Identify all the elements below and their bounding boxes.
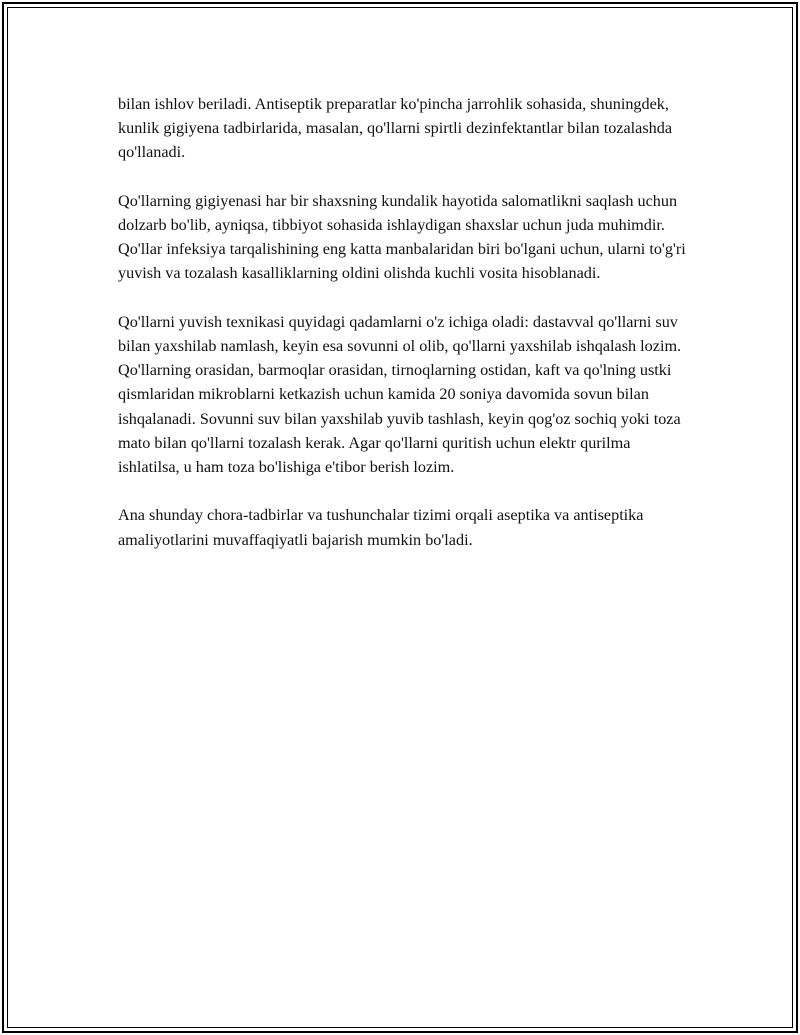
paragraph-4: Ana shunday chora-tadbirlar va tushunchalar tizimi orqali aseptika va antiseptika amaliyotlarini muvaffaqiyatli bajarish mumkin bo'ladi. [118, 506, 644, 549]
paragraph-2: Qo'llarning gigiyenasi har bir shaxsning kundalik hayotida salomatlikni saqlash uchun dolzarb bo'lib, ayniqsa, tibbiyot sohasida ishlaydigan shaxslar uchun juda muhimdir. Qo'llar infeksiya tarqalishining eng katta manbalaridan biri bo'lgani uchun, ularni to'g'ri yuvish va tozalash kasalliklarning oldini olishda kuchli vosita hisoblanadi. [118, 191, 686, 283]
paragraph-1: bilan ishlov beriladi. Antiseptik preparatlar ko'pincha jarrohlik sohasida, shuningdek, kunlik gigiyena tadbirlarida, masalan, qo'llarni spirtli dezinfektantlar bilan tozalashda qo'llanadi. [118, 95, 673, 162]
document-body [118, 92, 690, 576]
paragraph-3: Qo'llarni yuvish texnikasi quyidagi qadamlarni o'z ichiga oladi: dastavval qo'llarni suv bilan yaxshilab namlash, keyin esa sovunni ol olib, qo'llarni yaxshilab ishqalash lozim. Qo'llarning orasidan, barmoqlar orasidan, tirnoqlarning ostidan, kaft va qo'lning ustki qismlaridan mikroblarni ketkazish uchun kamida 20 soniya davomida sovun bilan ishqalanadi. Sovunni suv bilan yaxshilab yuvib tashlash, keyin qog'oz sochiq yoki toza mato bilan qo'llarni tozalash kerak. Agar qo'llarni quritish uchun elektr qurilma ishlatilsa, u ham toza bo'lishiga e'tibor berish lozim. [118, 312, 682, 477]
